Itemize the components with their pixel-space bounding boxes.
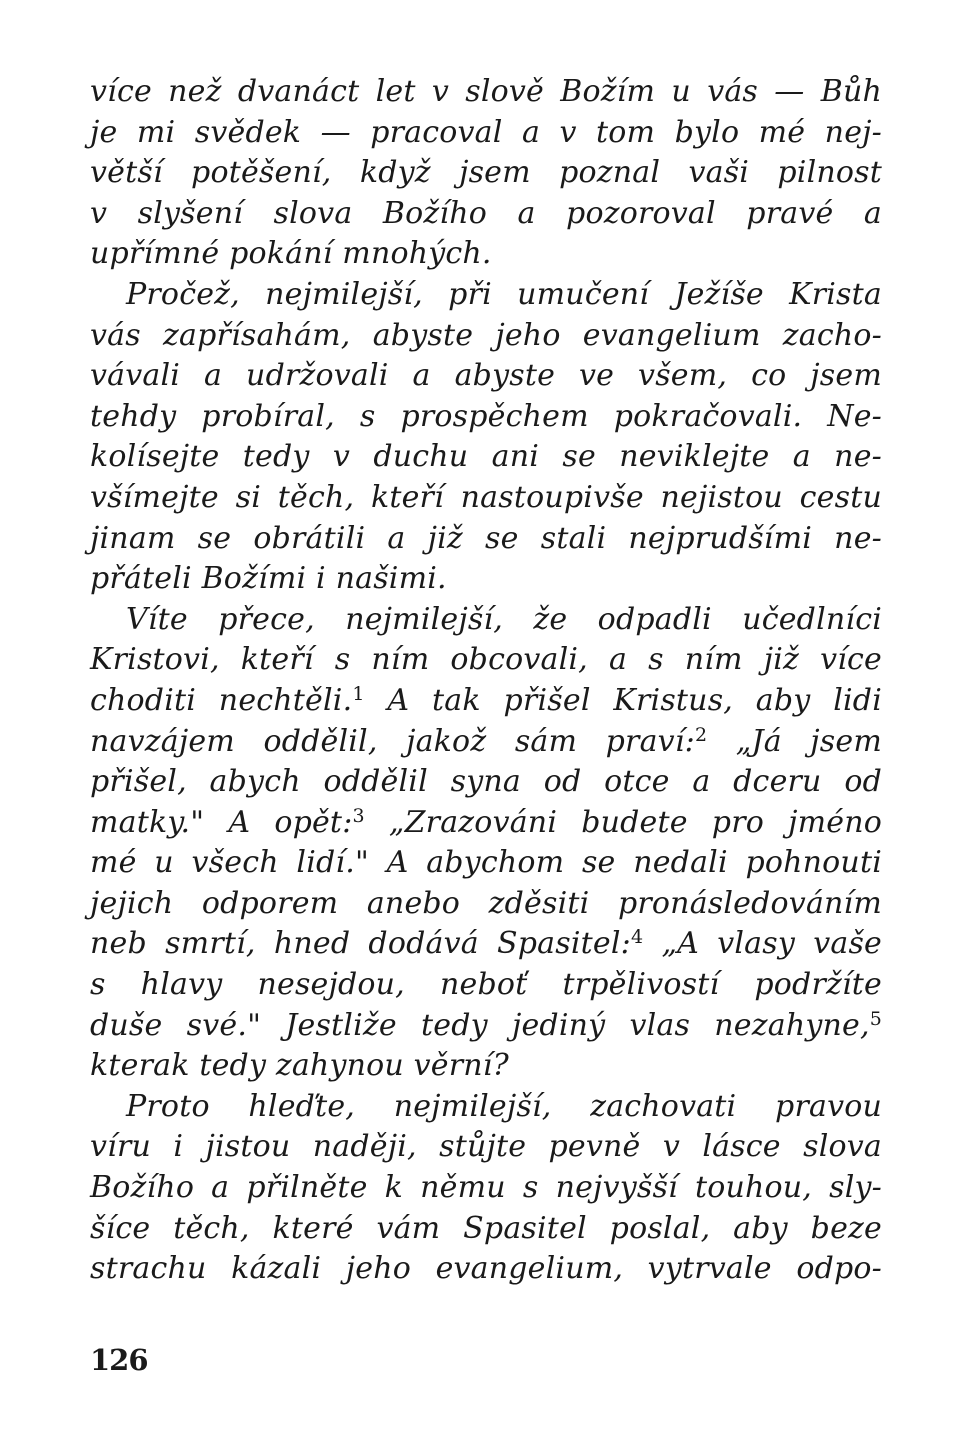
text-line-content: přáteli Božími i našimi. [90,561,447,597]
text-line [90,965,882,1006]
text-line [90,1209,882,1250]
footnote-marker: 5 [869,1007,882,1030]
text-line [90,1249,882,1290]
text-line [90,72,882,113]
footnote-marker: 3 [352,804,365,827]
text-line [90,275,882,316]
text-line-content: upřímné pokání mnohých. [90,236,492,272]
text-line-content: Proto hleďte, nejmilejší, zachovati pravou [126,1088,882,1124]
text-line [90,437,882,478]
text-line [90,1006,882,1047]
text-line-content: s hlavy nesejdou, neboť trpělivostí podržíte [90,967,882,1003]
text-line-continuation: „Já jsem [707,723,882,759]
footnote-marker: 2 [694,723,708,746]
text-line-content: navzájem oddělil, jakož sám praví: [90,723,695,759]
text-line-content: vás zapřísahám, abyste jeho evangelium zacho- [90,317,882,353]
text-line [90,1168,882,1209]
text-line-content: strachu kázali jeho evangelium, vytrvale odpo- [90,1251,882,1287]
text-line-content: přišel, abych oddělil syna od otce a dceru od [90,764,882,800]
text-line [90,681,882,722]
text-line-continuation: „A vlasy vaše [643,926,882,962]
text-line-content: šíce těch, které vám Spasitel poslal, aby beze [90,1210,882,1246]
text-line-content: kolísejte tedy v duchu ani se neviklejte a ne- [90,439,882,475]
text-line-content: choditi nechtěli. [90,682,353,718]
page-body-text [90,72,882,1290]
text-line [90,153,882,194]
text-line-content: tehdy probíral, s prospěchem pokračovali. Ne- [90,398,882,434]
text-line-content: jinam se obrátili a již se stali nejprudšími ne- [90,520,882,556]
text-line [90,803,882,844]
text-line [90,640,882,681]
text-line-content: více než dvanáct let v slově Božím u vás — Bůh [90,74,882,109]
text-line [90,600,882,641]
text-line [90,113,882,154]
text-line-content: v slyšení slova Božího a pozoroval pravé a [90,195,882,231]
text-line [90,762,882,803]
text-line-content: Víte přece, nejmilejší, že odpadli učedlníci [126,601,882,637]
text-line [90,843,882,884]
text-line-content: neb smrtí, hned dodává Spasitel: [90,926,631,962]
text-line [90,559,882,600]
text-line-content: matky." A opět: [90,804,353,840]
footnote-marker: 1 [352,682,365,705]
text-line [90,924,882,965]
text-line [90,1127,882,1168]
text-line [90,519,882,560]
text-line-content: všímejte si těch, kteří nastoupivše nejistou cestu [90,479,882,515]
text-line [90,316,882,357]
page-number: 126 [90,1343,148,1377]
text-line-content: Pročež, nejmilejší, při umučení Ježíše Krista [126,276,882,312]
text-line-content: jejich odporem anebo zděsiti pronásledováním [90,885,882,921]
text-line-content: vávali a udržovali a abyste ve všem, co jsem [90,358,882,394]
text-line-content: větší potěšení, když jsem poznal vaši pilnost [90,155,882,191]
text-line-content: víru i jistou naději, stůjte pevně v lásce slova [90,1129,882,1165]
text-line [90,397,882,438]
text-line-content: duše své." Jestliže tedy jediný vlas nezahyne, [90,1007,870,1043]
text-line-content: kterak tedy zahynou věrní? [90,1048,509,1084]
text-line-content: je mi svědek — pracoval a v tom bylo mé nej- [90,114,882,150]
text-line [90,194,882,235]
footnote-marker: 4 [630,926,644,949]
text-line-content: mé u všech lidí." A abychom se nedali pohnouti [90,845,882,881]
text-line-continuation: A tak přišel Kristus, aby lidi [364,682,882,718]
text-line [90,1046,882,1087]
text-line-content: Kristovi, kteří s ním obcovali, a s ním již více [90,642,882,678]
text-line-content: Božího a přilněte k němu s nejvyšší touhou, sly- [90,1170,882,1206]
text-line [90,478,882,519]
text-line [90,356,882,397]
text-line [90,722,882,763]
text-line [90,234,882,275]
text-line [90,1087,882,1128]
text-line-continuation: „Zrazováni budete pro jméno [364,804,882,840]
text-line [90,884,882,925]
